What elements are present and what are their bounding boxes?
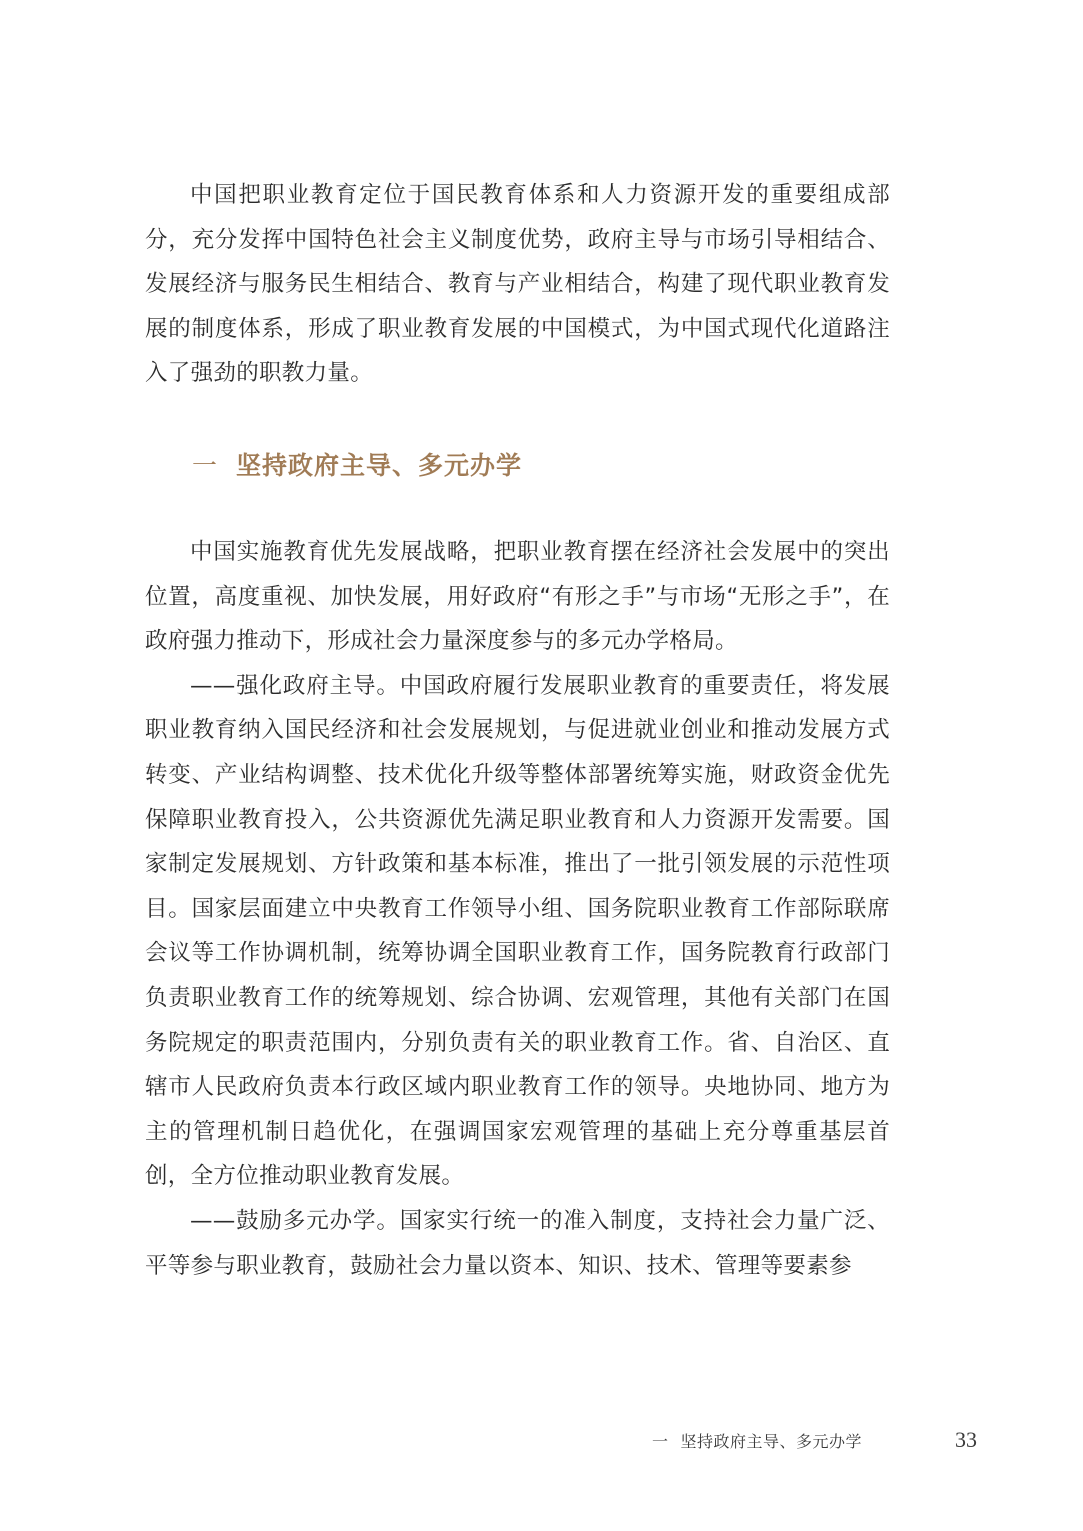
section-paragraph-government-leadership: ——强化政府主导。中国政府履行发展职业教育的重要责任，将发展职业教育纳入国民经济和社会发展规划，与促进就业创业和推动发展方式转变、产业结构调整、技术优化升级等整体部署统筹实施，财政资金优先保障职业教育投入，公共资源优先满足职业教育和人力资源开发需要。国家制定发展规划、方针政策和基本标准，推出了一批引领发展的示范性项目。国家层面建立中央教育工作领导小组、国务院职业教育工作部际联席会议等工作协调机制，统筹协调全国职业教育工作，国务院教育行政部门负责职业教育工作的统筹规划、综合协调、宏观管理，其他有关部门在国务院规定的职责范围内，分别负责有关的职业教育工作。省、自治区、直辖市人民政府负责本行政区域内职业教育工作的领导。央地协同、地方为主的管理机制日趋优化，在强调国家宏观管理的基础上充分尊重基层首创，全方位推动职业教育发展。 xyxy=(145,672,890,1190)
running-title-number: 一 xyxy=(652,1431,669,1451)
page-number: 33 xyxy=(955,1427,977,1452)
running-title xyxy=(652,1429,862,1452)
section-number: 一 xyxy=(192,451,219,480)
section-paragraph: 中国实施教育优先发展战略，把职业教育摆在经济社会发展中的突出位置，高度重视、加快发展，用好政府“有形之手”与市场“无形之手”，在政府强力推动下，形成社会力量深度参与的多元办学格局。 xyxy=(145,539,890,655)
section-body xyxy=(145,530,890,1288)
section-title: 坚持政府主导、多元办学 xyxy=(236,451,523,480)
intro-paragraph: 中国把职业教育定位于国民教育体系和人力资源开发的重要组成部分，充分发挥中国特色社会主义制度优势，政府主导与市场引导相结合、发展经济与服务民生相结合、教育与产业相结合，构建了现代职业教育发展的制度体系，形成了职业教育发展的中国模式，为中国式现代化道路注入了强劲的职教力量。 xyxy=(145,182,890,387)
intro-text-block xyxy=(145,173,890,396)
page-footer xyxy=(652,1422,977,1458)
section-paragraph-diverse-schooling: ——鼓励多元办学。国家实行统一的准入制度，支持社会力量广泛、平等参与职业教育，鼓励社会力量以资本、知识、技术、管理等要素参 xyxy=(145,1207,890,1279)
running-title-text: 坚持政府主导、多元办学 xyxy=(680,1431,863,1451)
section-heading xyxy=(192,446,522,486)
